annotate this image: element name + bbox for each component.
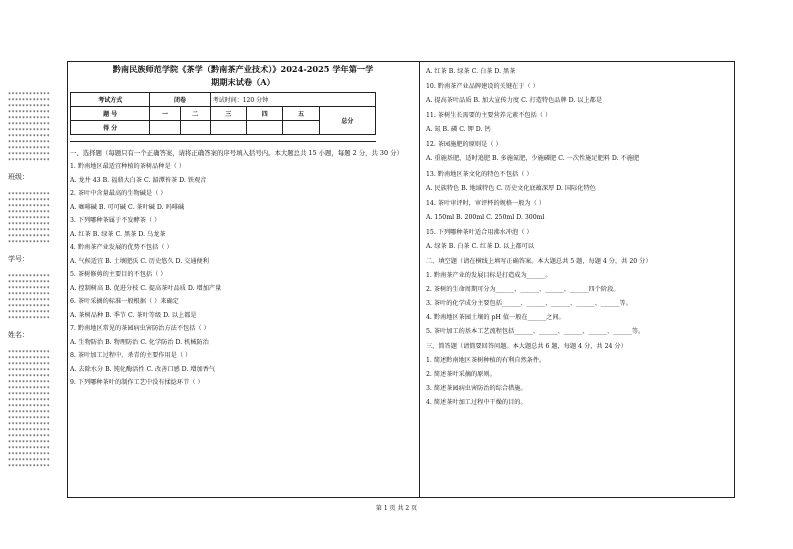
header-separator xyxy=(70,141,376,142)
binding-dots: ************ xyxy=(8,374,51,380)
answer-line: A. 茶树品种 B. 季节 C. 茶叶等级 D. 以上都是 xyxy=(70,312,197,319)
binding-dots: ************ xyxy=(8,440,51,446)
binding-dots: ************ xyxy=(8,362,51,368)
class-label: 班级： xyxy=(8,173,29,181)
exam-method-label: 考试方式 xyxy=(71,93,150,107)
binding-dots: ************ xyxy=(8,152,51,158)
name-label: 姓名： xyxy=(8,331,29,339)
binding-dots: ************ xyxy=(8,298,51,304)
binding-dots: ************ xyxy=(8,280,51,286)
exam-method-value: 闭卷 xyxy=(150,93,210,107)
binding-dots: ************ xyxy=(8,286,51,292)
binding-dots: ************ xyxy=(8,128,51,134)
binding-dots: ************ xyxy=(8,98,51,104)
column-divider xyxy=(419,61,420,498)
question-text: 9. 下列哪种茶叶的制作工艺中没有揉捻环节（ ） xyxy=(70,379,204,386)
answer-line: A. 红茶 B. 绿茶 C. 黑茶 D. 乌龙茶 xyxy=(70,231,166,238)
binding-dots: ************ xyxy=(8,368,51,374)
binding-margin xyxy=(8,92,56,522)
binding-dots: ************ xyxy=(8,422,51,428)
binding-dots: ************ xyxy=(8,274,51,280)
answer-line: 5. 茶叶加工的基本工艺流程包括______、______、______、______、______等。 xyxy=(426,327,645,335)
binding-dots: ************ xyxy=(8,392,51,398)
binding-dots: ************ xyxy=(8,216,51,222)
binding-dots: ************ xyxy=(8,204,51,210)
binding-dots: ************ xyxy=(8,104,51,110)
section-1-heading: 一、选择题（每题只有一个正确答案，请将正确答案的序号填入括号内。本大题总共 15 小题，每题 2 分，共 30 分） xyxy=(70,149,403,157)
binding-dots: ************ xyxy=(8,292,51,298)
question-text: 10. 黔南茶产业品牌建设的关键在于（ ） xyxy=(426,83,539,90)
left-question-list xyxy=(70,163,416,387)
section-header: 五 xyxy=(283,107,319,121)
binding-dots: ************ xyxy=(8,416,51,422)
answer-line: 4. 简述茶叶加工过程中干燥的目的。 xyxy=(426,398,527,406)
exam-time: 考试时间：120 分钟 xyxy=(210,93,375,107)
binding-dots: ************ xyxy=(8,404,51,410)
answer-line: A. 控制树高 B. 促进分枝 C. 提高茶叶品质 D. 增加产量 xyxy=(70,285,222,292)
question-text: 7. 黔南地区常见的茶园病虫害防治方法不包括（ ） xyxy=(70,325,210,332)
question-text: 二、填空题（请在横线上填写正确答案。本大题总共 5 题，每题 4 分，共 20 分） xyxy=(426,257,652,265)
score-label: 得 分 xyxy=(71,121,150,135)
question-text: 12. 茶园施肥的原则是（ ） xyxy=(426,141,502,148)
page-number: 第 1 页 共 2 页 xyxy=(375,505,418,512)
answer-line: 1. 黔南茶产业的发展目标是打造成为______。 xyxy=(426,271,552,279)
binding-dots: ************ xyxy=(8,240,51,246)
answer-line: A. 重施基肥，适时追肥 B. 多施氮肥，少施磷肥 C. 一次性施足肥料 D. 不施肥 xyxy=(426,155,640,162)
question-text: 5. 茶树修剪的主要目的不包括（ ） xyxy=(70,271,167,278)
score-cell[interactable] xyxy=(210,121,246,135)
question-no-label: 题 号 xyxy=(71,107,150,121)
binding-dots: ************ xyxy=(8,434,51,440)
section-header: 四 xyxy=(247,107,283,121)
question-text: 2. 茶叶中含量最高的生物碱是（ ） xyxy=(70,190,167,197)
score-table xyxy=(70,92,376,135)
binding-dots: ************ xyxy=(8,92,51,98)
answer-line: A. 提高茶叶品质 B. 加大宣传力度 C. 打造特色品牌 D. 以上都是 xyxy=(426,97,603,104)
answer-line: 2. 茶树的生命周期可分为______、______、______、______四个阶段。 xyxy=(426,285,620,293)
score-cell[interactable] xyxy=(150,121,180,135)
answer-line: A. 氮 B. 磷 C. 钾 D. 钙 xyxy=(426,126,491,133)
question-text: 1. 黔南地区最适宜种植的茶树品种是（ ） xyxy=(70,163,186,170)
section-header: 二 xyxy=(180,107,210,121)
question-text: 8. 茶叶加工过程中，杀青的主要作用是（ ） xyxy=(70,352,192,359)
binding-dots: ************ xyxy=(8,380,51,386)
answer-line: 3. 茶叶的化学成分主要包括______、______、______、______、______等。 xyxy=(426,299,632,307)
total-score-label: 总分 xyxy=(319,107,375,135)
question-text: 11. 茶树生长需要的主要营养元素不包括（ ） xyxy=(426,112,552,119)
section-header: 一 xyxy=(150,107,180,121)
right-question-list xyxy=(426,68,732,407)
binding-dots: ************ xyxy=(8,192,51,198)
binding-dots: ************ xyxy=(8,350,51,356)
binding-dots: ************ xyxy=(8,386,51,392)
binding-dots: ************ xyxy=(8,140,51,146)
question-text: 13. 黔南地区茶文化的特色不包括（ ） xyxy=(426,170,533,178)
question-text: 4. 黔南茶产业发展的优势不包括（ ） xyxy=(70,244,173,251)
score-cell[interactable] xyxy=(180,121,210,135)
question-text: 15. 下列哪种茶叶适合用沸水冲泡（ ） xyxy=(426,228,533,236)
binding-dots: ************ xyxy=(8,228,51,234)
exam-title-line-1: 黔南民族师范学院《茶学（黔南茶产业技术）》2024-2025 学年第一学 xyxy=(112,64,374,74)
binding-dots: ************ xyxy=(8,356,51,362)
answer-line: 3. 简述茶园病虫害防治的综合措施。 xyxy=(426,384,527,392)
binding-dots: ************ xyxy=(8,458,51,464)
binding-dots: ************ xyxy=(8,446,51,452)
answer-line: A. 绿茶 B. 白茶 C. 红茶 D. 以上都可以 xyxy=(426,242,534,250)
binding-dots: ************ xyxy=(8,316,51,322)
binding-dots: ************ xyxy=(8,110,51,116)
binding-dots: ************ xyxy=(8,146,51,152)
score-cell[interactable] xyxy=(283,121,319,135)
binding-dots: ************ xyxy=(8,452,51,458)
binding-dots: ************ xyxy=(8,198,51,204)
answer-line: A. 咖啡碱 B. 可可碱 C. 茶叶碱 D. 吗啡碱 xyxy=(70,204,185,211)
answer-line: A. 150ml B. 200ml C. 250ml D. 300ml xyxy=(426,213,545,221)
binding-dots: ************ xyxy=(8,116,51,122)
binding-dots: ************ xyxy=(8,304,51,310)
answer-line: A. 红茶 B. 绿茶 C. 白茶 D. 黑茶 xyxy=(426,68,516,75)
right-column xyxy=(426,62,732,496)
question-text: 3. 下列哪种茶属于不发酵茶（ ） xyxy=(70,217,161,224)
binding-dots: ************ xyxy=(8,310,51,316)
question-text: 三、简答题（请简要回答问题。本大题总共 6 题，每题 4 分，共 24 分） xyxy=(426,342,627,350)
answer-line: 4. 黔南地区茶园土壤的 pH 值一般在______之间。 xyxy=(426,313,565,321)
left-column xyxy=(70,62,416,496)
section-header: 三 xyxy=(210,107,246,121)
binding-dots: ************ xyxy=(8,398,51,404)
binding-dots: ************ xyxy=(8,210,51,216)
answer-line: 2. 简述茶叶采摘的原则。 xyxy=(426,370,496,378)
answer-line: A. 去除水分 B. 钝化酶活性 C. 改善口感 D. 增加香气 xyxy=(70,366,216,373)
answer-line: 1. 简述黔南地区茶树种植的有利自然条件。 xyxy=(426,356,546,364)
question-text: 6. 茶叶采摘的标准一般根据（ ）来确定 xyxy=(70,298,179,305)
answer-line: A. 民族特色 B. 地域特色 C. 历史文化底蕴深厚 D. 国际化特色 xyxy=(426,184,596,192)
binding-dots: ************ xyxy=(8,464,51,470)
binding-dots: ************ xyxy=(8,428,51,434)
binding-dots: ************ xyxy=(8,158,51,164)
binding-dots: ************ xyxy=(8,234,51,240)
binding-dots: ************ xyxy=(8,410,51,416)
question-text: 14. 茶叶审评时，审评杯的规格一般为（ ） xyxy=(426,199,545,207)
score-cell[interactable] xyxy=(247,121,283,135)
binding-dots: ************ xyxy=(8,122,51,128)
answer-line: A. 生物防治 B. 物理防治 C. 化学防治 D. 机械防治 xyxy=(70,339,209,346)
answer-line: A. 龙井 43 B. 福鼎大白茶 C. 湄潭苔茶 D. 铁观音 xyxy=(70,177,207,184)
binding-dots: ************ xyxy=(8,134,51,140)
exam-title-line-2: 期期末试卷（A） xyxy=(211,77,275,87)
binding-dots: ************ xyxy=(8,222,51,228)
answer-line: A. 气候适宜 B. 土壤肥沃 C. 历史悠久 D. 交通便利 xyxy=(70,258,209,265)
student-id-label: 学号： xyxy=(8,255,29,263)
